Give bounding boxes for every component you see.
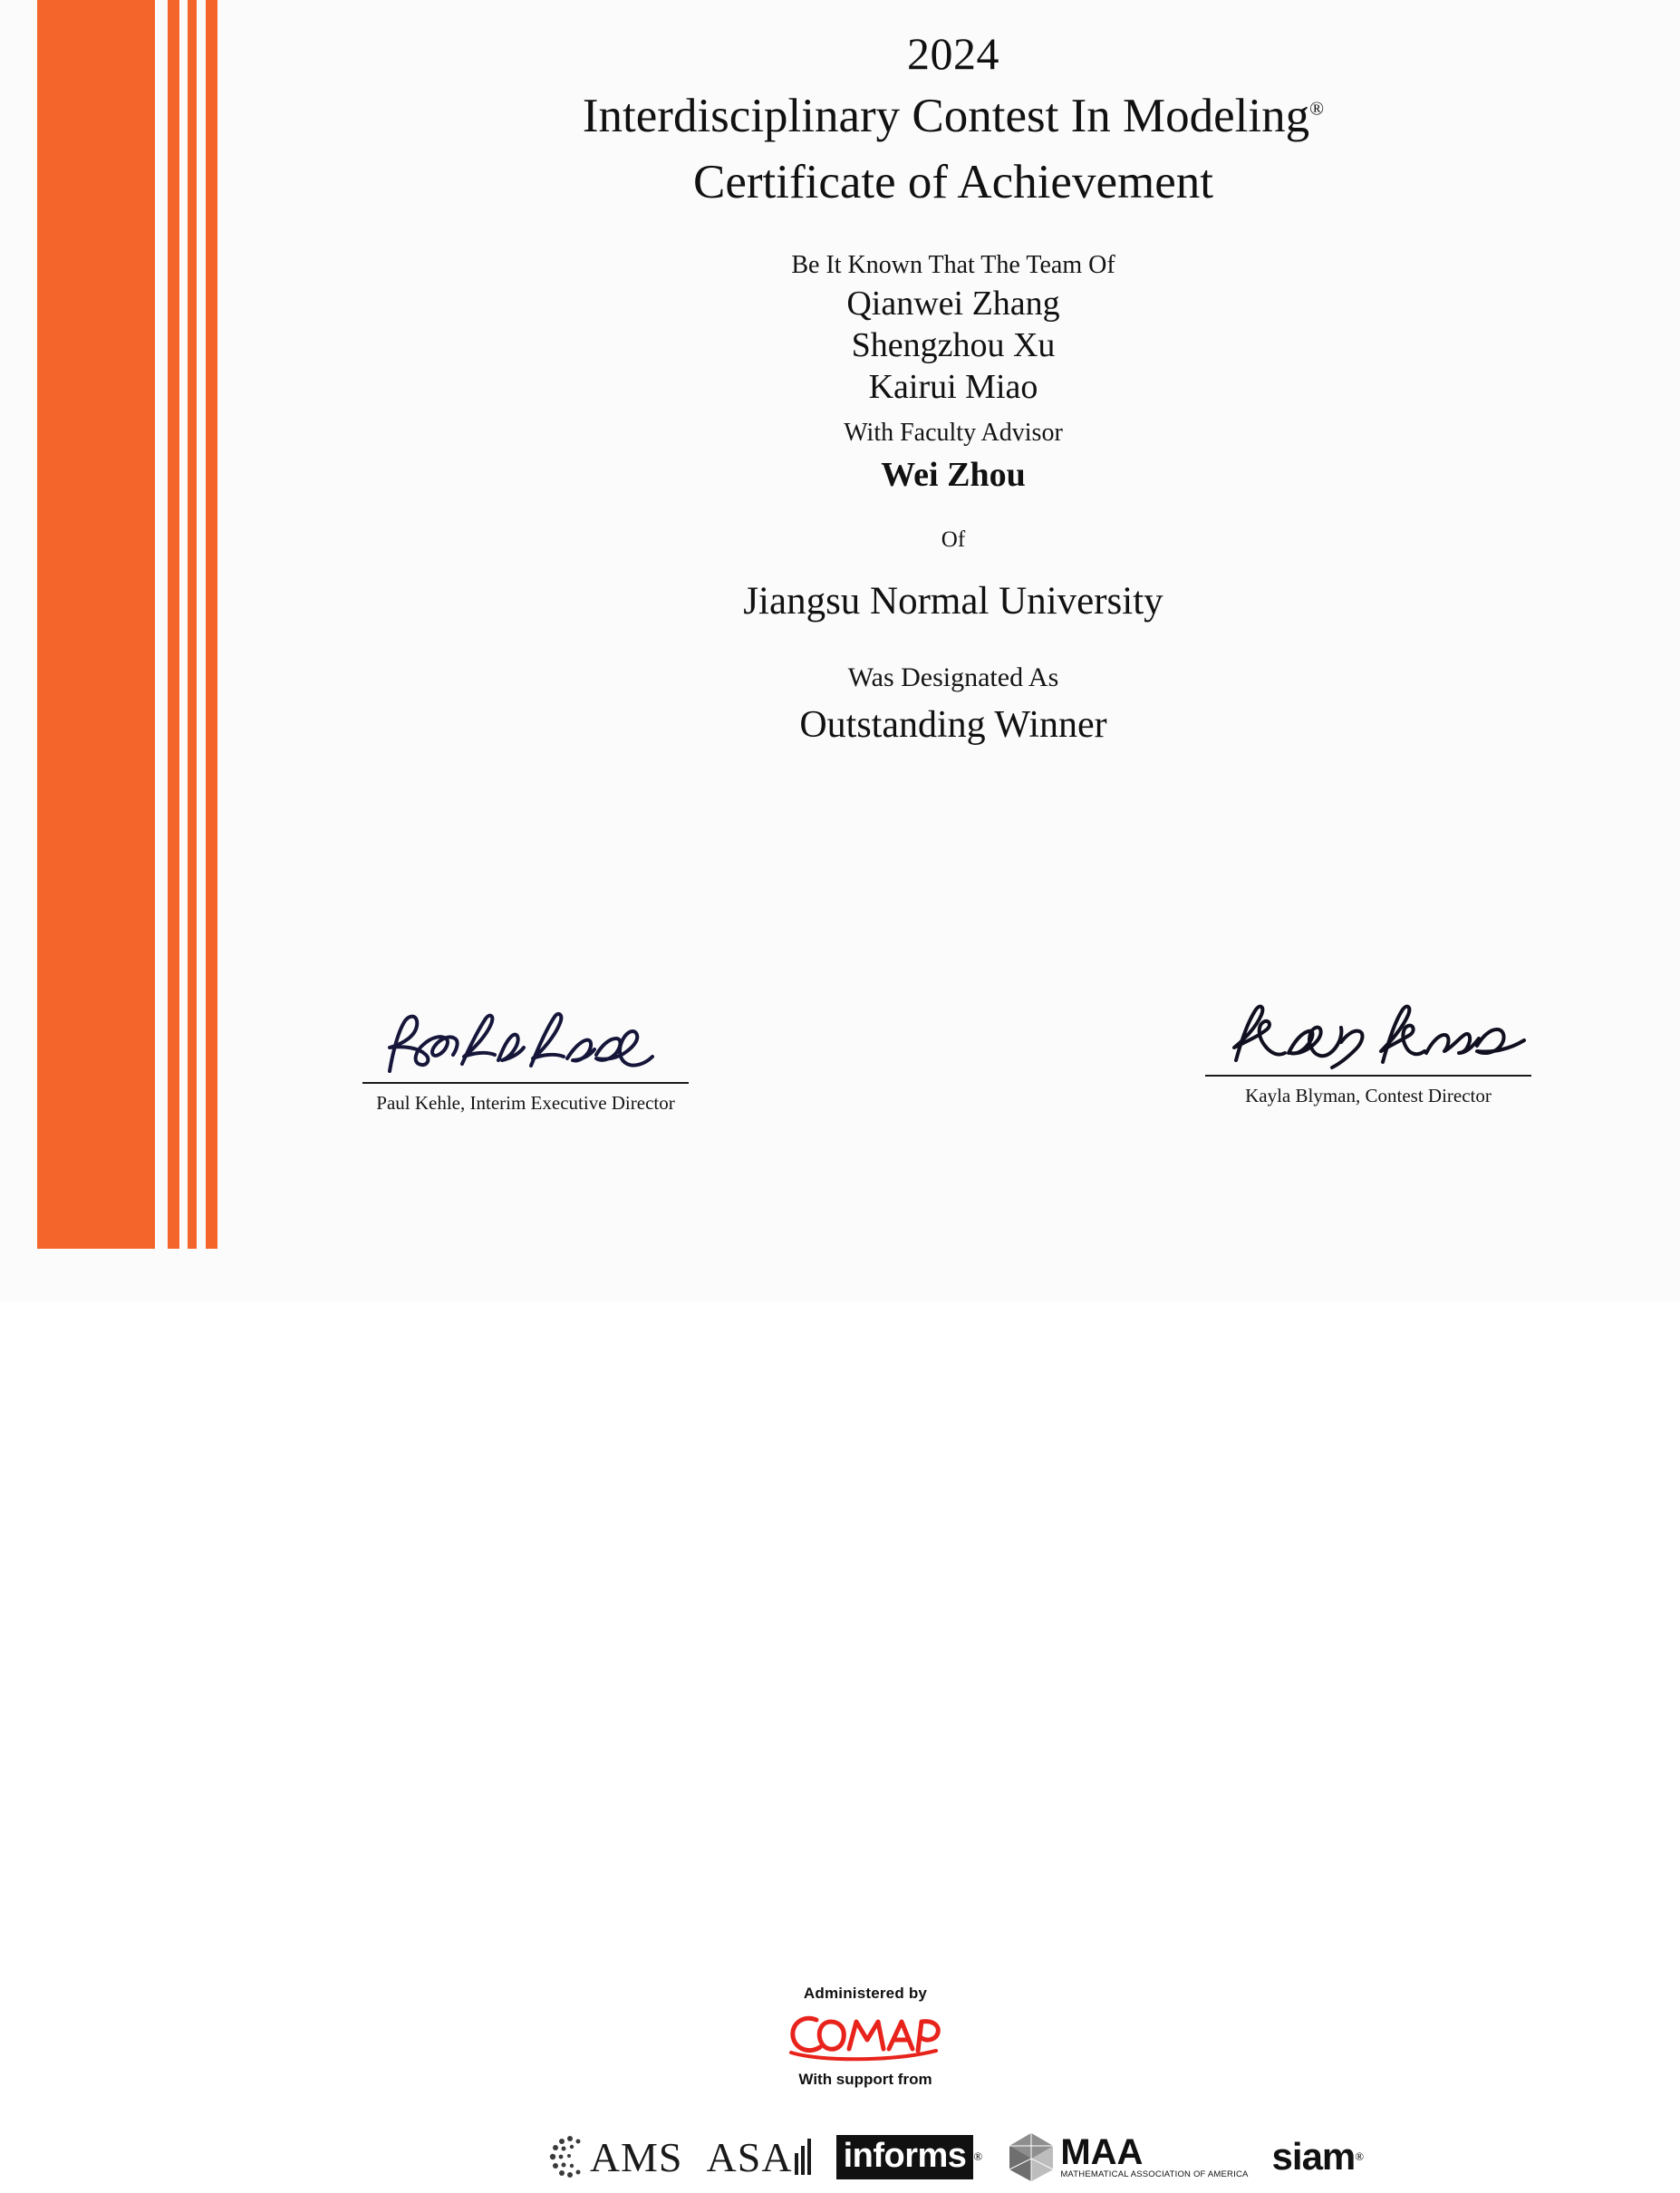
designation-label: Was Designated As bbox=[847, 662, 1059, 692]
paul-kehle-signature-icon bbox=[362, 1008, 689, 1082]
ams-dots-icon bbox=[548, 2133, 590, 2180]
team-member: Shengzhou Xu bbox=[851, 325, 1056, 364]
advisor-name: Wei Zhou bbox=[881, 455, 1026, 494]
advisor-label: With Faculty Advisor bbox=[844, 418, 1063, 447]
signature-rule-left bbox=[362, 1082, 689, 1084]
certificate-type: Certificate of Achievement bbox=[693, 155, 1213, 208]
certificate-content bbox=[227, 0, 1680, 2180]
kayla-blyman-signature-icon bbox=[1205, 1000, 1531, 1075]
sponsor-siam bbox=[1272, 2129, 1365, 2185]
team-member: Qianwei Zhang bbox=[846, 284, 1060, 323]
certificate-header bbox=[227, 0, 1680, 214]
maa-sublabel: MATHEMATICAL ASSOCIATION OF AMERICA bbox=[1060, 2169, 1249, 2179]
maa-label: MAA bbox=[1060, 2131, 1144, 2172]
informs-label: informs bbox=[836, 2135, 974, 2179]
contest-title-text: Interdisciplinary Contest In Modeling bbox=[582, 90, 1310, 142]
sponsor-asa bbox=[707, 2129, 813, 2185]
award-level: Outstanding Winner bbox=[799, 703, 1107, 746]
certificate-body bbox=[227, 248, 1680, 750]
signature-block-left bbox=[362, 1008, 689, 1115]
team-member: Kairui Miao bbox=[868, 368, 1038, 407]
ams-label: AMS bbox=[589, 2133, 683, 2180]
support-label: With support from bbox=[798, 2071, 932, 2088]
sponsor-ams bbox=[548, 2129, 683, 2185]
administration-block bbox=[748, 1985, 983, 2089]
signature-block-right bbox=[1205, 1000, 1531, 1107]
team-intro-label: Be It Known That The Team Of bbox=[791, 250, 1115, 279]
siam-registered-icon: ® bbox=[1355, 2150, 1365, 2163]
contest-year: 2024 bbox=[907, 28, 999, 79]
accent-stripe-thin-3 bbox=[206, 0, 217, 1249]
maa-icosahedron-icon bbox=[1006, 2131, 1057, 2182]
registered-trademark-icon: ® bbox=[1309, 97, 1325, 120]
accent-stripe-wide bbox=[37, 0, 155, 1249]
sponsor-informs bbox=[836, 2129, 983, 2185]
asa-mark-icon bbox=[793, 2137, 813, 2177]
asa-label: ASA bbox=[706, 2133, 793, 2180]
accent-stripe-thin-1 bbox=[168, 0, 179, 1249]
informs-registered-icon: ® bbox=[973, 2150, 983, 2163]
contest-title bbox=[227, 86, 1680, 148]
administered-by-label: Administered by bbox=[803, 1985, 928, 2002]
comap-logo-icon bbox=[748, 2005, 983, 2065]
institution-name: Jiangsu Normal University bbox=[743, 579, 1163, 623]
signature-rule-right bbox=[1205, 1075, 1531, 1077]
siam-label: siam bbox=[1271, 2135, 1356, 2178]
signatory-name-right: Kayla Blyman, Contest Director bbox=[1245, 1085, 1492, 1106]
sponsor-logo-row bbox=[489, 2121, 1423, 2193]
sponsor-maa bbox=[1006, 2129, 1248, 2185]
accent-stripe-thin-2 bbox=[188, 0, 197, 1249]
signatory-name-left: Paul Kehle, Interim Executive Director bbox=[376, 1092, 675, 1114]
signature-area bbox=[227, 988, 1680, 2180]
of-label: Of bbox=[941, 527, 966, 552]
